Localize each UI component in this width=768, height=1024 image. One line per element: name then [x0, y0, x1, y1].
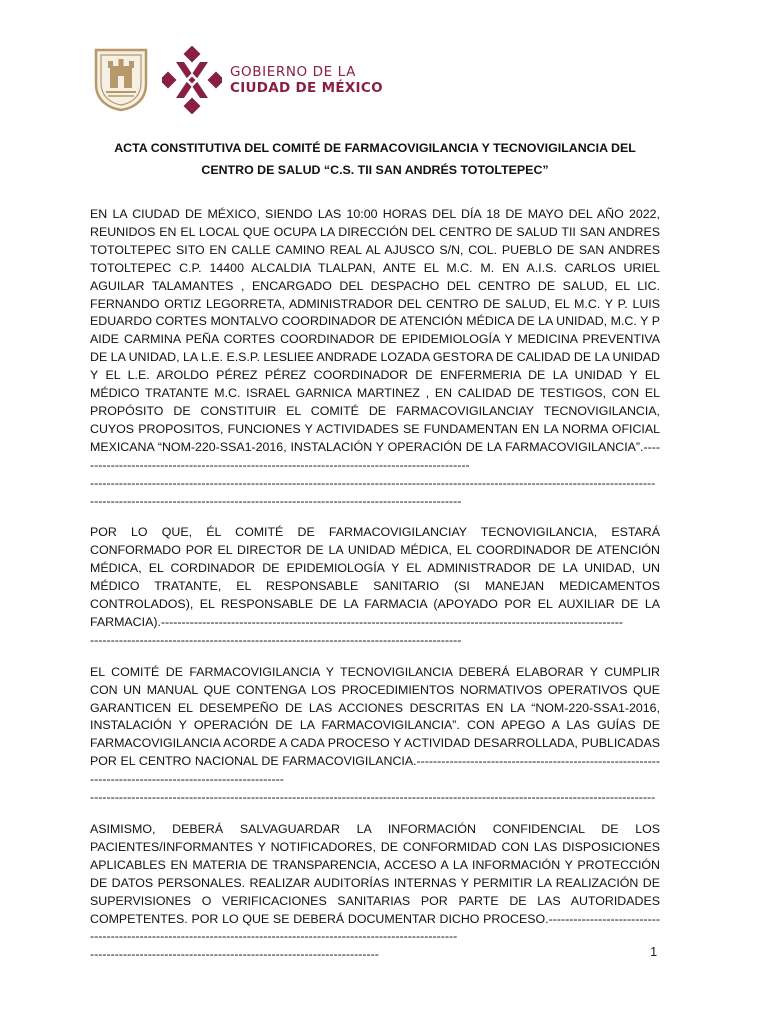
paragraph-text: ASIMISMO, DEBERÁ SALVAGUARDAR LA INFORMACIÓN CONFIDENCIAL DE LOS PACIENTES/INFORMANTES Y NOTIFICADORES, DE CONFORMIDAD CON LAS DISPOSICIONES APLICABLES EN MATERIA DE TRANSPARENCIA, ACCESO A LA INFORMACIÓN Y PROTECCIÓN DE DATOS PERSONALES. REALIZAR AUDITORÍAS INTERNAS Y PERMITIR LA REALIZACIÓN DE SUPERVISIONES O VERIFICACIONES SANITARIAS POR PARTE DE LAS AUTORIDADES COMPETENTES. POR LO QUE SE DEBERÁ DOCUMENTAR DICHO PROCESO.-------------------------------------------------------------------------------------------------------------------- — [90, 822, 660, 944]
document-title — [90, 137, 660, 181]
dash-line: ------------------------------------------------------------------------------------------ — [90, 632, 462, 647]
paragraph-1 — [90, 206, 660, 510]
letterhead — [94, 44, 383, 116]
dash-line: ------------------------------------------------------------------------------------------ — [90, 493, 462, 508]
government-name — [230, 64, 383, 96]
government-line-2: CIUDAD DE MÉXICO — [230, 80, 383, 96]
paragraph-4 — [90, 821, 660, 964]
document-body — [90, 206, 660, 978]
paragraph-text: POR LO QUE, ÉL COMITÉ DE FARMACOVIGILANCIAY TECNOVIGILANCIA, ESTARÁ CONFORMADO POR EL DIRECTOR DE LA UNIDAD MÉDICA, EL COORDINADOR DE ATENCIÓN MÉDICA, EL CORDINADOR DE EPIDEMIOLOGÍA Y EL ADMINISTRADOR DE LA UNIDAD, UN MÉDICO TRATANTE, EL RESPONSABLE SANITARIO (SI MANEJAN MEDICAMENTOS CONTROLADOS), EL RESPONSABLE DE LA FARMACIA (APOYADO POR EL AUXILIAR DE LA FARMACIA).---------------------------------------------------------------------------------------------------------------- — [90, 525, 660, 629]
page-number: 1 — [650, 944, 658, 959]
cdmx-logo-mark-icon — [162, 46, 222, 114]
title-line-1: ACTA CONSTITUTIVA DEL COMITÉ DE FARMACOVIGILANCIA Y TECNOVIGILANCIA DEL — [114, 141, 636, 155]
government-line-1: GOBIERNO DE LA — [230, 63, 356, 80]
dash-line: ----------------------------------------------------------------------------------------------------------------------------------------- — [90, 790, 656, 805]
title-line-2: CENTRO DE SALUD “C.S. TII SAN ANDRÉS TOTOLTEPEC” — [201, 163, 549, 177]
paragraph-text: EN LA CIUDAD DE MÉXICO, SIENDO LAS 10:00 HORAS DEL DÍA 18 DE MAYO DEL AÑO 2022, REUNIDOS EN EL LOCAL QUE OCUPA LA DIRECCIÓN DEL CENTRO DE SALUD TII SAN ANDRES TOTOLTEPEC SITO EN CALLE CAMINO REAL AL AJUSCO S/N, COL. PUEBLO DE SAN ANDRES TOTOLTEPEC C.P. 14400 ALCALDIA TLALPAN, ANTE EL M.C. M. EN A.I.S. CARLOS URIEL AGUILAR TALAMANTES , ENCARGADO DEL DESPACHO DEL CENTRO DE SALUD, EL LIC. FERNANDO ORTIZ LEGORRETA, ADMINISTRADOR DEL CENTRO DE SALUD, EL M.C. Y P. LUIS EDUARDO CORTES MONTALVO COORDINADOR DE ATENCIÓN MÉDICA DE LA UNIDAD, M.C. Y P AIDE CARMINA PEÑA CORTES COORDINADOR DE EPIDEMIOLOGÍA Y MEDICINA PREVENTIVA DE LA UNIDAD, LA L.E. E.S.P. LESLIEE ANDRADE LOZADA GESTORA DE CALIDAD DE LA UNIDAD Y EL L.E. AROLDO PÉREZ PÉREZ COORDINADOR DE ENFERMERIA DE LA UNIDAD Y EL MÉDICO TRATANTE M.C. ISRAEL GARNICA MARTINEZ , EN CALIDAD DE TESTIGOS, CON EL PROPÓSITO DE CONSTITUIR EL COMITÉ DE FARMACOVIGILANCIAY TECNOVIGILANCIA, CUYOS PROPOSITOS, FUNCIONES Y ACTIVIDADES SE FUNDAMENTAN EN LA NORMA OFICIAL MEXICANA “NOM-220-SSA1-2016, INSTALACIÓN Y OPERACIÓN DE LA FARMACOVIGILANCIA”.------------------------------------------------------------------------------------------------ — [90, 207, 660, 472]
dash-line: ----------------------------------------------------------------------------------------------------------------------------------------- — [90, 475, 656, 490]
coat-of-arms-icon — [94, 48, 148, 112]
paragraph-3 — [90, 664, 660, 807]
paragraph-text: EL COMITÉ DE FARMACOVIGILANCIA Y TECNOVIGILANCIA DEBERÁ ELABORAR Y CUMPLIR CON UN MANUAL QUE CONTENGA LOS PROCEDIMIENTOS NORMATIVOS OPERATIVOS QUE GARANTICEN EL DESEMPEÑO DE LAS ACCIONES DESCRITAS EN LA “NOM-220-SSA1-2016, INSTALACIÓN Y OPERACIÓN DE LA FARMACOVIGILANCIA”. CON APEGO A LAS GUÍAS DE FARMACOVIGILANCIA ACORDE A CADA PROCESO Y ACTIVIDAD DESARROLLADA, PUBLICADAS POR EL CENTRO NACIONAL DE FARMACOVIGILANCIA.---------------------------------------------------------------------------------------------------------- — [90, 664, 660, 787]
paragraph-2 — [90, 524, 660, 649]
dash-line: ---------------------------------------------------------------------- — [90, 947, 379, 962]
